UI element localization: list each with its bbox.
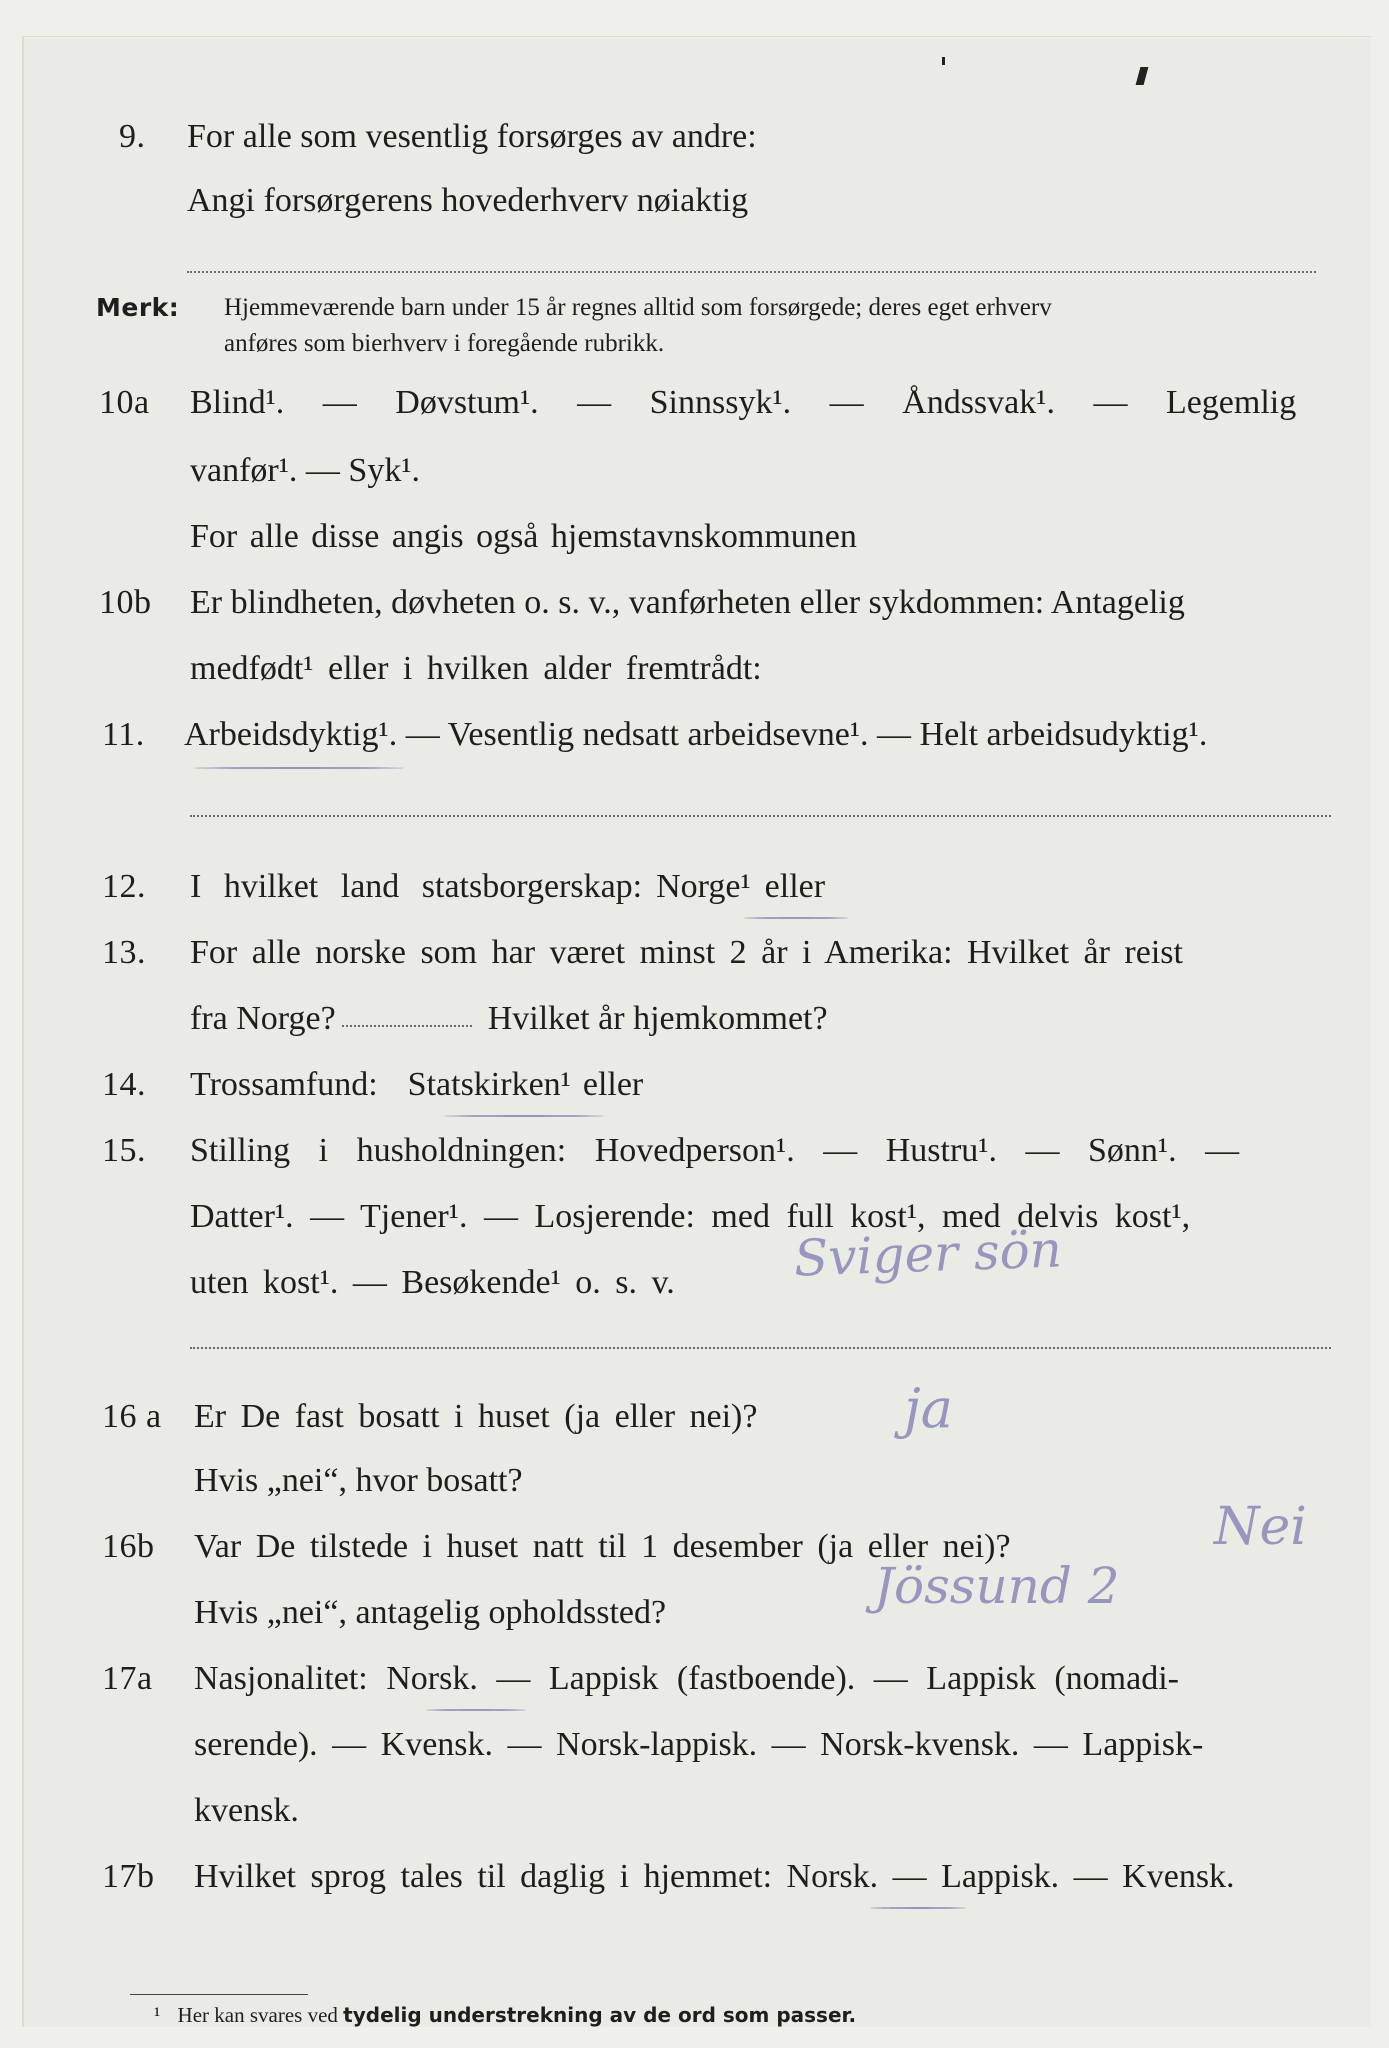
q9-question-2: Angi forsørgerens hovederhverv nøiaktig bbox=[187, 182, 749, 219]
q9-number: 9. bbox=[119, 118, 146, 155]
q16b-handwritten-answer: Nei bbox=[1214, 1497, 1307, 1557]
q14-option-eller: eller bbox=[582, 1066, 644, 1103]
q16b-number: 16b bbox=[102, 1528, 155, 1565]
q14-option-statskirken: Statskirken¹ bbox=[407, 1066, 571, 1103]
q10a-row bbox=[24, 379, 1371, 427]
q17a-line-1: Nasjonalitet: Norsk. — Lappisk (fastboende). — Lappisk (nomadi- bbox=[194, 1660, 1179, 1697]
q12-question: I hvilket land statsborgerskap: bbox=[190, 868, 643, 905]
q15-row bbox=[24, 1127, 1371, 1175]
q9-answer-field-2[interactable] bbox=[187, 271, 1316, 273]
form-sheet bbox=[22, 36, 1371, 2027]
q13-row-2 bbox=[24, 995, 1371, 1043]
q14-number: 14. bbox=[102, 1066, 146, 1103]
q15-line-1: Stilling i husholdningen: Hovedperson¹. — Hustru¹. — Sønn¹. — bbox=[190, 1132, 1240, 1169]
q16a-number: 16 a bbox=[102, 1398, 162, 1435]
footnote-emphasis: tydelig understrekning av de ord som passer. bbox=[343, 2003, 857, 2027]
merk-row-2 bbox=[24, 327, 1371, 367]
q17b-line-1: Hvilket sprog tales til daglig i hjemmet: Norsk. — Lappisk. — Kvensk. bbox=[194, 1858, 1235, 1895]
q12-row bbox=[24, 863, 1371, 911]
footnote-text: Her kan svares ved bbox=[177, 2003, 338, 2027]
q11-line-1: Arbeidsdyktig¹. — Vesentlig nedsatt arbeidsevne¹. — Helt arbeidsudyktig¹. bbox=[184, 716, 1208, 753]
q12-option-eller: eller bbox=[764, 868, 826, 905]
q10b-row bbox=[24, 579, 1371, 627]
merk-label: Merk: bbox=[96, 293, 180, 322]
q10a-row-2 bbox=[24, 447, 1371, 495]
q12-handwritten-underline bbox=[744, 917, 848, 919]
q17a-row-2 bbox=[24, 1721, 1371, 1769]
q17a-line-3: kvensk. bbox=[194, 1792, 299, 1829]
ink-dot bbox=[942, 57, 945, 65]
q15-answer-field-2[interactable] bbox=[190, 1347, 1331, 1349]
q13-row bbox=[24, 929, 1371, 977]
q15-row-3 bbox=[24, 1259, 1371, 1307]
q10b-line-1: Er blindheten, døvheten o. s. v., vanførheten eller sykdommen: Antagelig bbox=[190, 584, 1185, 621]
q17b-handwritten-underline bbox=[870, 1907, 966, 1909]
q10b-row-2 bbox=[24, 645, 1371, 693]
q16a-row-2 bbox=[24, 1457, 1371, 1505]
q10a-number: 10a bbox=[99, 384, 150, 421]
q13-return-label: Hvilket år hjemkommet? bbox=[487, 1000, 828, 1037]
q10a-line-1: Blind¹. — Døvstum¹. — Sinnssyk¹. — Åndssvak¹. — Legemlig bbox=[190, 384, 1297, 421]
q16b-question: Var De tilstede i huset natt til 1 desember (ja eller nei)? bbox=[194, 1528, 1011, 1565]
merk-line-2: anføres som bierhverv i foregående rubrikk. bbox=[224, 330, 665, 357]
q16a-handwritten-answer: ja bbox=[904, 1377, 953, 1440]
q13-departure-field[interactable] bbox=[342, 995, 472, 1027]
q16b-handwritten-location: Jössund 2 bbox=[874, 1557, 1120, 1615]
q11-handwritten-underline bbox=[194, 767, 404, 769]
footnote-rule bbox=[130, 1994, 308, 1995]
q16b-question-2: Hvis „nei“, antagelig opholdssted? bbox=[194, 1594, 667, 1631]
q14-handwritten-underline bbox=[444, 1115, 604, 1117]
q12-number: 12. bbox=[102, 868, 146, 905]
footnote-marker: ¹ bbox=[154, 2003, 161, 2027]
q15-handwritten-answer: Sviger sön bbox=[793, 1220, 1063, 1288]
q16a-row bbox=[24, 1393, 1371, 1441]
q17a-row-3 bbox=[24, 1787, 1371, 1835]
q9-question: For alle som vesentlig forsørges av andre: bbox=[187, 118, 757, 155]
q13-departure-label: fra Norge? bbox=[190, 1000, 336, 1037]
q10b-line-2: medfødt¹ eller i hvilken alder fremtrådt: bbox=[190, 650, 762, 687]
q16a-question-2: Hvis „nei“, hvor bosatt? bbox=[194, 1462, 523, 1499]
q14-question: Trossamfund: bbox=[190, 1066, 378, 1103]
q17b-row bbox=[24, 1853, 1371, 1901]
q9-row-2 bbox=[24, 177, 1371, 225]
q15-row-2 bbox=[24, 1193, 1371, 1241]
q10a-line-3: For alle disse angis også hjemstavnskommunen bbox=[190, 518, 857, 555]
q11-number: 11. bbox=[102, 716, 145, 753]
q17a-row bbox=[24, 1655, 1371, 1703]
q15-line-2: Datter¹. — Tjener¹. — Losjerende: med full kost¹, med delvis kost¹, bbox=[190, 1198, 1191, 1235]
q13-number: 13. bbox=[102, 934, 146, 971]
q17a-number: 17a bbox=[102, 1660, 153, 1697]
merk-line-1: Hjemmeværende barn under 15 år regnes alltid som forsørgede; deres eget erhverv bbox=[224, 294, 1052, 321]
q16b-row-2 bbox=[24, 1589, 1371, 1637]
q17a-line-2: serende). — Kvensk. — Norsk-lappisk. — Norsk-kvensk. — Lappisk- bbox=[194, 1726, 1204, 1763]
q16a-question: Er De fast bosatt i huset (ja eller nei)? bbox=[194, 1398, 758, 1435]
q11-row bbox=[24, 711, 1371, 759]
q15-number: 15. bbox=[102, 1132, 146, 1169]
q10a-line-2: vanfør¹. — Syk¹. bbox=[190, 452, 421, 489]
q15-line-3: uten kost¹. — Besøkende¹ o. s. v. bbox=[190, 1264, 675, 1301]
ink-mark bbox=[1136, 67, 1149, 85]
footnote bbox=[154, 2000, 856, 2030]
q10a-row-3 bbox=[24, 513, 1371, 561]
q10b-number: 10b bbox=[99, 584, 152, 621]
q11-answer-field[interactable] bbox=[190, 815, 1331, 817]
q14-row bbox=[24, 1061, 1371, 1109]
q16b-row bbox=[24, 1523, 1371, 1571]
q9-row bbox=[24, 113, 1371, 161]
q17b-number: 17b bbox=[102, 1858, 155, 1895]
merk-row bbox=[24, 291, 1371, 331]
q13-line-1: For alle norske som har været minst 2 år i Amerika: Hvilket år reist bbox=[190, 934, 1183, 971]
q17a-handwritten-underline bbox=[426, 1709, 526, 1711]
q12-option-norge: Norge¹ bbox=[656, 868, 751, 905]
